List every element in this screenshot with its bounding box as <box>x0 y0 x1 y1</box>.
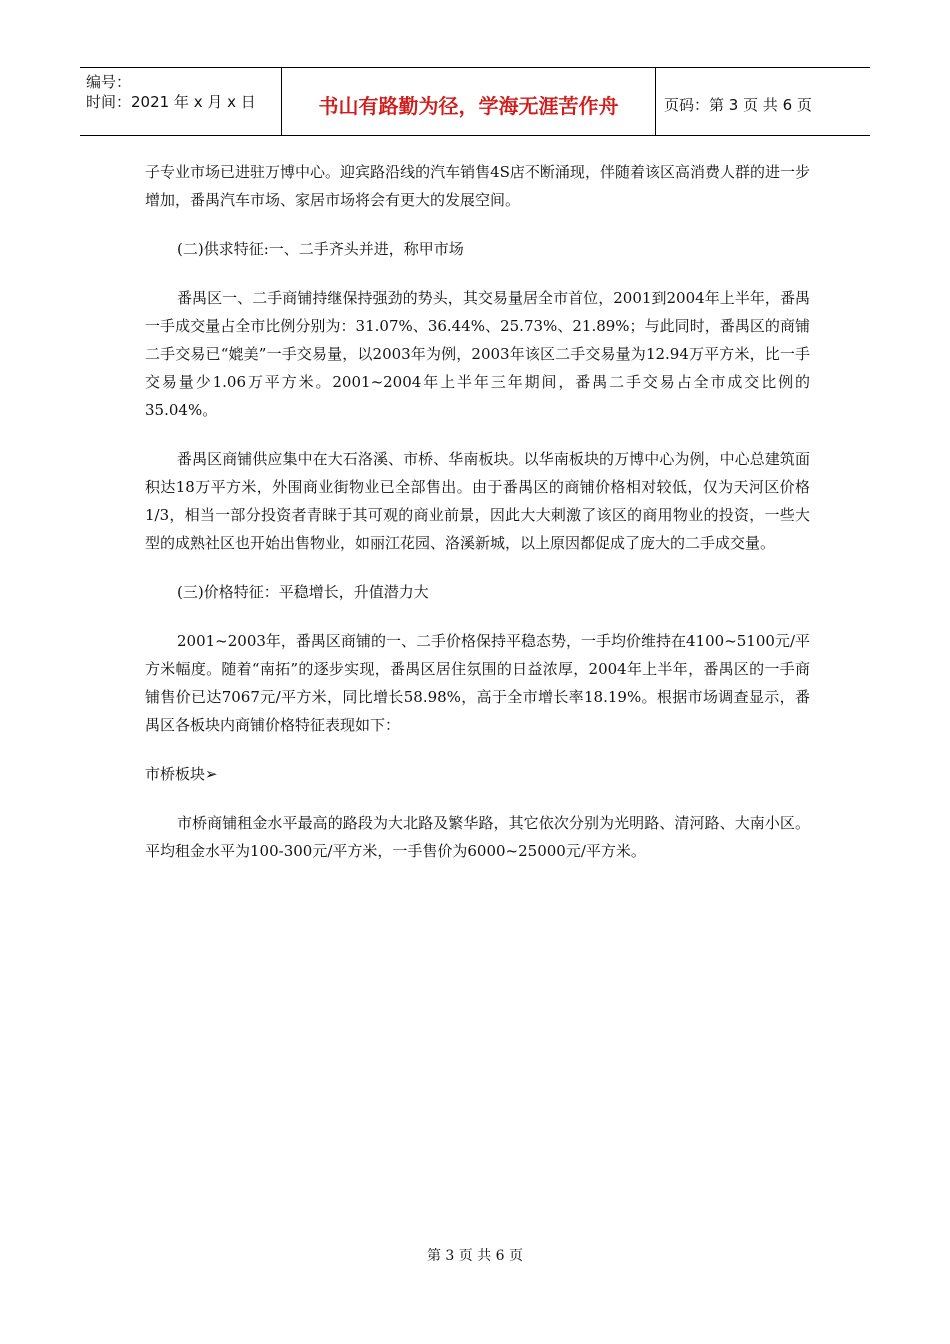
header-page-info: 页码：第 3 页 共 6 页 <box>664 96 812 114</box>
section-heading-price: (三)价格特征：平稳增长，升值潜力大 <box>177 583 429 601</box>
document-number-label: 编号： <box>86 73 132 91</box>
header-motto: 书山有路勤为径，学海无涯苦作舟 <box>282 68 656 135</box>
paragraph-shiqiao: 市桥商铺租金水平最高的路段为大北路及繁华路，其它依次分别为光明路、清河路、大南小区。平均租金水平为100-300元/平方米，一手售价为6000~25000元/平方米。 <box>145 814 810 860</box>
page-footer: 第 3 页 共 6 页 <box>426 1248 524 1264</box>
paragraph-price: 2001~2003年，番禺区商铺的一、二手价格保持平稳态势，一手均价维持在4100~5100元/平方米幅度。随着“南拓”的逐步实现，番禺区居住氛围的日益浓厚，2004年上半年，番禺区的一手商铺售价已达7067元/平方米，同比增长58.98%，高于全市增长率18.19%。根据市场调查显示，番禺区各板块内商铺价格特征表现如下： <box>145 632 810 734</box>
header-meta <box>80 68 282 135</box>
section-heading-supply-demand: (二)供求特征:一、二手齐头并进，称甲市场 <box>177 240 464 258</box>
page-header <box>80 67 870 136</box>
document-body <box>145 158 810 865</box>
paragraph-continuation: 子专业市场已进驻万博中心。迎宾路沿线的汽车销售4S店不断涌现，伴随着该区高消费人群的进一步增加，番禺汽车市场、家居市场将会有更大的发展空间。 <box>145 163 810 209</box>
subsection-heading-shiqiao: 市桥板块➢ <box>145 765 218 783</box>
paragraph-supply: 番禺区商铺供应集中在大石洛溪、市桥、华南板块。以华南板块的万博中心为例，中心总建筑面积达18万平方米，外围商业街物业已全部售出。由于番禺区的商铺价格相对较低，仅为天河区价格1/3，相当一部分投资者青睐于其可观的商业前景，因此大大刺激了该区的商用物业的投资，一些大型的成熟社区也开始出售物业，如丽江花园、洛溪新城，以上原因都促成了庞大的二手成交量。 <box>145 450 810 552</box>
document-date: 时间：2021 年 x 月 x 日 <box>86 93 256 111</box>
paragraph-transactions: 番禺区一、二手商铺持继保持强劲的势头，其交易量居全市首位，2001到2004年上半年，番禺一手成交量占全市比例分别为：31.07%、36.44%、25.73%、21.89%；与此同时，番禺区的商铺二手交易已“媲美”一手交易量，以2003年为例，2003年该区二手交易量为12.94万平方米，比一手交易量少1.06万平方米。2001~2004年上半年三年期间，番禺二手交易占全市成交比例的35.04%。 <box>145 289 810 419</box>
